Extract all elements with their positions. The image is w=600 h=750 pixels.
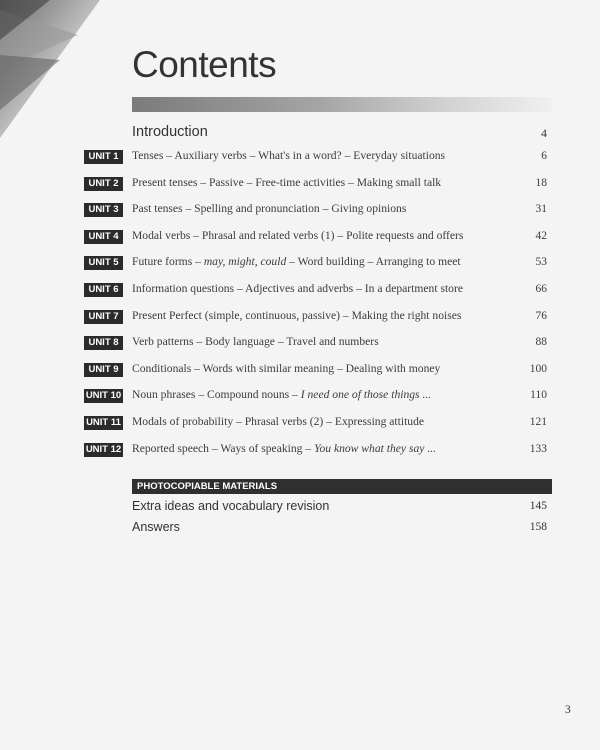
unit-badge: UNIT 5 bbox=[84, 256, 123, 270]
unit-entry[interactable] bbox=[0, 440, 600, 467]
introduction-entry[interactable] bbox=[132, 124, 547, 142]
unit-page: 42 bbox=[535, 229, 547, 242]
introduction-page: 4 bbox=[541, 126, 547, 140]
unit-badge: UNIT 6 bbox=[84, 283, 123, 297]
unit-topics: Information questions – Adjectives and adverbs – In a department store bbox=[132, 281, 463, 295]
unit-topics: Present Perfect (simple, continuous, passive) – Making the right noises bbox=[132, 308, 462, 322]
unit-entry[interactable] bbox=[0, 360, 600, 387]
unit-badge: UNIT 7 bbox=[84, 310, 123, 324]
unit-topics: Past tenses – Spelling and pronunciation – Giving opinions bbox=[132, 202, 407, 216]
unit-badge: UNIT 10 bbox=[85, 390, 122, 402]
unit-entry[interactable] bbox=[0, 174, 600, 201]
unit-page: 18 bbox=[535, 176, 547, 189]
unit-entry[interactable] bbox=[0, 280, 600, 307]
unit-entry[interactable] bbox=[0, 307, 600, 334]
unit-page: 53 bbox=[535, 256, 547, 269]
extra-ideas-entry[interactable] bbox=[132, 499, 547, 517]
unit-page: 100 bbox=[529, 362, 547, 375]
unit-entry[interactable] bbox=[0, 413, 600, 440]
answers-page: 158 bbox=[529, 521, 547, 533]
unit-topics: Future forms – may, might, could – Word building – Arranging to meet bbox=[132, 255, 461, 269]
unit-topics: Tenses – Auxiliary verbs – What's in a word? – Everyday situations bbox=[132, 149, 446, 162]
unit-page: 76 bbox=[535, 309, 547, 322]
unit-page: 88 bbox=[535, 336, 547, 349]
unit-page: 133 bbox=[529, 442, 547, 455]
unit-topics: Noun phrases – Compound nouns – I need one of those things ... bbox=[132, 388, 432, 402]
unit-page: 110 bbox=[530, 389, 547, 402]
unit-topics: Verb patterns – Body language – Travel and numbers bbox=[132, 335, 379, 349]
extra-ideas-label: Extra ideas and vocabulary revision bbox=[132, 499, 330, 513]
unit-page: 66 bbox=[535, 282, 547, 295]
unit-entry[interactable] bbox=[0, 386, 600, 413]
unit-topics: Modals of probability – Phrasal verbs (2) – Expressing attitude bbox=[132, 414, 425, 428]
unit-entry[interactable] bbox=[0, 227, 600, 254]
corner-graphic bbox=[0, 0, 110, 140]
page-title: Contents bbox=[132, 44, 277, 85]
unit-badge: UNIT 2 bbox=[84, 177, 123, 191]
unit-entry[interactable] bbox=[0, 200, 600, 227]
unit-topics: Present tenses – Passive – Free-time activities – Making small talk bbox=[132, 175, 442, 189]
unit-badge: UNIT 11 bbox=[84, 416, 123, 430]
unit-badge: UNIT 9 bbox=[84, 363, 123, 377]
unit-badge: UNIT 1 bbox=[84, 150, 123, 164]
unit-topics: Modal verbs – Phrasal and related verbs (1) – Polite requests and offers bbox=[132, 228, 464, 242]
unit-topics: Conditionals – Words with similar meaning – Dealing with money bbox=[132, 361, 441, 375]
unit-badge: UNIT 4 bbox=[84, 230, 123, 244]
page-number: 3 bbox=[565, 704, 571, 716]
unit-topics: Reported speech – Ways of speaking – You know what they say ... bbox=[132, 441, 437, 455]
unit-page: 6 bbox=[541, 150, 547, 162]
unit-entry[interactable] bbox=[0, 333, 600, 360]
unit-entry[interactable] bbox=[0, 253, 600, 280]
unit-list bbox=[0, 147, 600, 466]
extra-ideas-page: 145 bbox=[529, 500, 547, 512]
unit-page: 121 bbox=[529, 415, 547, 428]
title-underline-bar bbox=[132, 97, 552, 112]
unit-page: 31 bbox=[535, 203, 547, 216]
answers-entry[interactable] bbox=[132, 520, 547, 538]
unit-badge: UNIT 8 bbox=[84, 336, 123, 350]
unit-badge: UNIT 3 bbox=[84, 203, 123, 217]
unit-badge: UNIT 12 bbox=[85, 443, 122, 455]
introduction-label: Introduction bbox=[132, 124, 208, 140]
photocopiable-header: PHOTOCOPIABLE MATERIALS bbox=[132, 479, 552, 494]
unit-entry[interactable] bbox=[0, 147, 600, 174]
answers-label: Answers bbox=[132, 520, 180, 534]
